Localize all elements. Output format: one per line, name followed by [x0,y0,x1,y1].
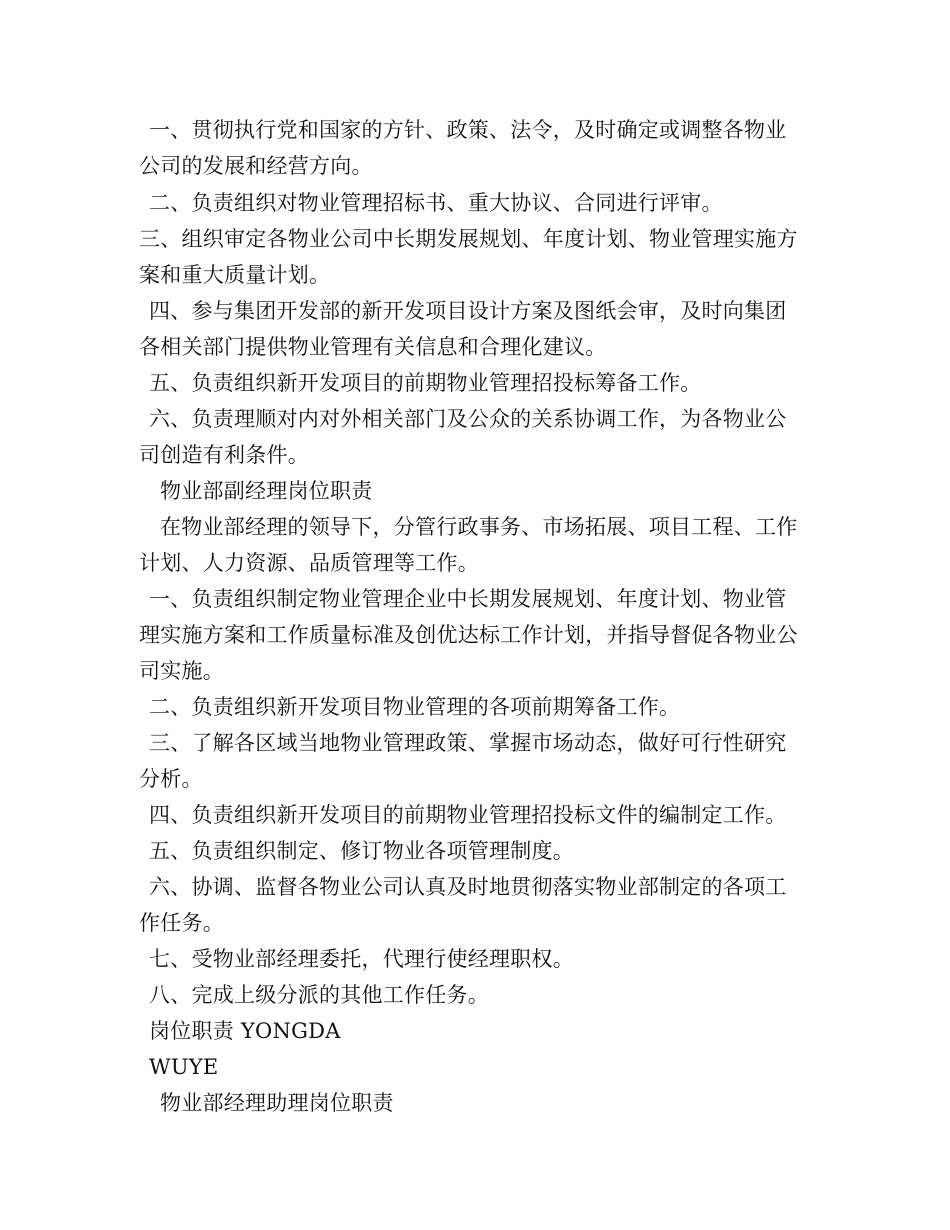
text-line: 五、负责组织制定、修订物业各项管理制度。 [149,839,574,863]
text-line: 司创造有利条件。 [139,443,309,467]
text-line: 二、负责组织新开发项目物业管理的各项前期筹备工作。 [149,695,681,719]
text-line: 一、贯彻执行党和国家的方针、政策、法令，及时确定或调整各物业 [149,118,787,142]
text-line: 四、参与集团开发部的新开发项目设计方案及图纸会审，及时向集团 [149,299,787,323]
text-line: WUYE [149,1055,219,1079]
text-line: 岗位职责 YONGDA [149,1019,341,1043]
text-line: 司实施。 [139,659,224,683]
text-line: 计划、人力资源、品质管理等工作。 [139,551,479,575]
text-line: 五、负责组织新开发项目的前期物业管理招投标筹备工作。 [149,371,702,395]
text-line: 在物业部经理的领导下，分管行政事务、市场拓展、项目工程、工作 [160,515,798,539]
text-line: 一、负责组织制定物业管理企业中长期发展规划、年度计划、物业管 [149,587,787,611]
section-heading: 物业部副经理岗位职责 [160,479,373,503]
section-heading: 物业部经理助理岗位职责 [160,1091,394,1115]
text-line: 四、负责组织新开发项目的前期物业管理招投标文件的编制定工作。 [149,803,787,827]
text-line: 六、协调、监督各物业公司认真及时地贯彻落实物业部制定的各项工 [149,875,787,899]
text-line: 二、负责组织对物业管理招标书、重大协议、合同进行评审。 [149,191,723,215]
text-line: 案和重大质量计划。 [139,263,331,287]
text-line: 作任务。 [139,911,224,935]
text-line: 三、组织审定各物业公司中长期发展规划、年度计划、物业管理实施方 [139,227,798,251]
text-line: 分析。 [139,767,203,791]
text-line: 公司的发展和经营方向。 [139,154,373,178]
text-line: 七、受物业部经理委托，代理行使经理职权。 [149,947,574,971]
text-line: 六、负责理顺对内对外相关部门及公众的关系协调工作，为各物业公 [149,407,787,431]
text-line: 理实施方案和工作质量标准及创优达标工作计划，并指导督促各物业公 [139,623,798,647]
text-line: 八、完成上级分派的其他工作任务。 [149,983,489,1007]
text-line: 三、了解各区域当地物业管理政策、掌握市场动态，做好可行性研究 [149,731,787,755]
text-line: 各相关部门提供物业管理有关信息和合理化建议。 [139,335,607,359]
